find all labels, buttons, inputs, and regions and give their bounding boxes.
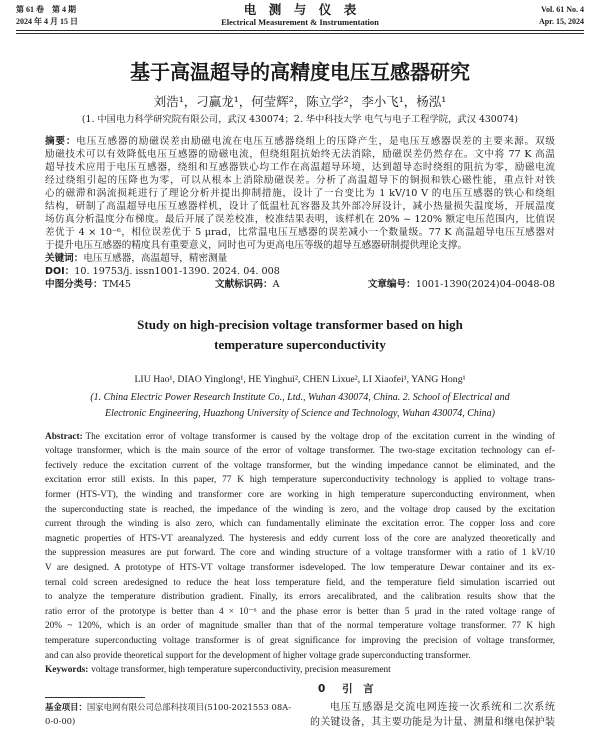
funding-note	[45, 701, 290, 728]
abstract-line-en: current through the winding is also zero, which can fundamentally eliminate the excitation error. The copper loss and core	[45, 519, 555, 530]
keywords-label-en: Keywords:	[45, 665, 89, 676]
keywords-cn	[45, 252, 555, 265]
abstract-line-en: V are designed. A prototype of HTS-VT voltage transformer isdeveloped. The low temperature Dewar container and its ex-	[45, 563, 555, 574]
document-code-value: A	[272, 278, 280, 290]
abstract-line-en: voltage transformer, which is the main source of the error of voltage transformer. The two-stage excitation technology can ef-	[45, 446, 555, 457]
abstract-line: 经过绕组引起的压降也为零，可以从根本上消除励磁误差。分析了高温超导下的铜损和铁心磁性能，重点针对铁	[45, 174, 555, 186]
abstract-cn	[45, 135, 555, 291]
abstract-line-en: the suppression measures are put forward. The core and winding structure of a voltage transformer with a ratio of 1 kV/10	[45, 548, 555, 559]
title-en-line: Study on high-precision voltage transformer based on high	[137, 317, 463, 332]
header-volume-en: Vol. 61 No. 4	[540, 5, 584, 14]
header-right	[539, 4, 584, 28]
affiliation-cn: (1. 中国电力科学研究院有限公司，武汉 430074；2. 华中科技大学 电气与电子工程学院，武汉 430074)	[81, 114, 519, 125]
affiliation-en-line: Electronic Engineering, Huazhong University of Science and Technology, Wuhan 430074, China)	[104, 408, 496, 419]
abstract-label-en: Abstract:	[45, 431, 83, 442]
doi-line	[45, 265, 555, 278]
abstract-label-cn: 摘要：	[45, 135, 77, 147]
header-date-en: Apr. 15, 2024	[538, 17, 584, 26]
document-code	[215, 278, 280, 291]
clc-number	[45, 278, 131, 291]
clc-value: TM45	[102, 278, 131, 290]
section-number: 0	[318, 683, 326, 695]
affiliation-en	[0, 390, 600, 422]
abstract-line-en: excitation error still exists. In this paper, 77 K high temperature superconductivity technology is applied to voltage trans-	[45, 475, 555, 486]
journal-name-en: Electrical Measurement & Instrumentation	[221, 17, 379, 27]
author-list-en: LIU Hao¹, DIAO Yinglong¹, HE Yinghui², CHEN Lixue², LI Xiaofei¹, YANG Hong¹	[134, 374, 466, 385]
journal-name-cn: 电 测 与 仪 表	[243, 2, 357, 17]
keywords-label-cn: 关键词：	[45, 252, 84, 264]
paper-title-cn: 基于高温超导的高精度电压互感器研究	[130, 60, 470, 84]
abstract-line-en: and can also provide theoretical support for the development of higher voltage grade superconducting transformer.	[45, 650, 471, 661]
header-rule	[16, 30, 584, 31]
header-date-cn: 2024 年 4 月 15 日	[16, 17, 78, 26]
author-list-cn: 刘浩¹，刁赢龙¹，何莹辉²，陈立学²，李小飞¹，杨泓¹	[153, 94, 447, 109]
article-number	[368, 278, 555, 291]
intro-paragraph	[310, 700, 555, 730]
header-volume-issue: 第 61 卷 第 4 期	[16, 5, 76, 14]
section-title: 引 言	[342, 683, 374, 695]
abstract-text: 电压互感器的励磁误差由励磁电流在电压互感器绕组上的压降产生，是电压互感器误差的主要来源。双级	[76, 135, 556, 147]
abstract-line-en: to analyze the temperature distribution gradient. Finally, its errors arecalibrated, and the calibration results show that the	[45, 592, 555, 603]
affiliation-en-line: (1. China Electric Power Research Institute Co., Ltd., Wuhan 430074, China. 2. School of Electrical and	[90, 392, 510, 403]
article-number-value: 1001-1390(2024)04-0048-08	[415, 278, 555, 290]
document-code-label: 文献标识码：	[215, 278, 273, 290]
abstract-line-en: 20% ~ 120%, which is an order of magnitude smaller than that of the normal temperature voltage transformer. 77 K high	[45, 621, 555, 632]
abstract-line: 超导技术应用于电压互感器，绕组和互感器铁心均工作在高温超导环境，达到超导态时绕组的阻抗为零，励磁电流	[45, 161, 555, 173]
intro-line: 电压互感器是交流电网连接一次系统和二次系统	[330, 702, 555, 713]
abstract-line	[45, 135, 555, 148]
abstract-line: 于提升电压互感器的精度具有重要意义，同时也可为更高电压等级的超导互感器研制提供理论支撑。	[45, 239, 468, 251]
abstract-en	[45, 430, 555, 678]
abstract-text-en: The excitation error of voltage transformer is caused by the voltage drop of the excitation current in the winding of	[85, 431, 555, 442]
section-heading-intro	[318, 682, 374, 696]
intro-line: 的关键设备，其主要功能是为计量、测量和继电保护装	[310, 717, 555, 728]
funding-label: 基金项目：	[45, 702, 87, 712]
article-number-label: 文章编号：	[367, 278, 416, 290]
abstract-line-en: former (HTS-VT), the winding and transformer core are working in high temperature superconducting environment, when	[45, 490, 555, 501]
abstract-line-en: ternal cold screen aredesigned to reduce the heat loss temperature field, and the temperature field simulation iscarried out	[45, 577, 555, 588]
abstract-line: 场仿真分析温度分布梯度。最后开展了误差校准，校准结果表明，该样机在 20% ~ 120% 额定电压范围内，比值误	[45, 213, 555, 225]
abstract-line-en: magnetic properties of HTS-VT areanalyzed. The hysteresis and eddy current loss of the core are analyzed theoretically and	[45, 533, 555, 544]
abstract-line: 差优于 4 × 10⁻⁶，相位误差优于 5 μrad，比常温电压互感器的误差减小一个数量级。77 K 高温超导电压互感器对	[45, 226, 555, 238]
abstract-line: 励磁技术可以有效降低电压互感器的励磁电流，但绕组阻抗始终无法消除，励磁误差仍然存在。文中将 77 K 高温	[45, 148, 555, 160]
keywords-text-cn: 电压互感器，高温超导，精密测量	[83, 252, 228, 264]
abstract-line: 结构，研制了高温超导电压互感器样机，设计了低温杜瓦容器及其外部冷屏设计，减小热量损失温度场，开展温度	[45, 200, 555, 212]
abstract-line-en: temperature superconducting voltage transformer is of great significance for improving the precision of voltage transformer,	[45, 636, 555, 646]
funding-line	[45, 701, 290, 715]
abstract-line-en: the superconducting state is reached, the impedance of the winding is zero, and the voltage drop caused by the excitation	[45, 504, 555, 515]
doi-text: 10. 19753/j. issn1001-1390. 2024. 04. 008	[74, 265, 280, 277]
abstract-line-en: fectively reduce the excitation current of the voltage transformer, but the winding impedance cannot be eliminated, and the	[45, 460, 555, 471]
funding-text: 国家电网有限公司总部科技项目(5100-2021553 08A-	[86, 702, 292, 712]
header-rule-thin	[16, 33, 584, 34]
clc-label: 中图分类号：	[45, 278, 103, 290]
keywords-text-en: voltage transformer, high temperature superconductivity, precision measurement	[91, 665, 391, 676]
abstract-line-en	[45, 430, 555, 445]
paper-title-en	[0, 315, 600, 355]
keywords-en	[45, 663, 555, 678]
doi-label: DOI：	[45, 265, 75, 277]
abstract-line-en: ratio error of the prototype is better than 4 × 10⁻⁶ and the phase error is better than 5 μrad in the rated voltage range of	[45, 606, 555, 617]
journal-masthead	[0, 2, 600, 28]
classification-line	[45, 278, 555, 291]
funding-line: 0-0-00)	[45, 715, 76, 726]
abstract-line: 心的磁滞和涡流损耗进行了理论分析并提出抑制措施，设计了一台变比为 1 kV/10 V 的电压互感器的铁心和绕组	[45, 187, 555, 199]
footnote-rule	[45, 697, 145, 698]
title-en-line: temperature superconductivity	[214, 337, 386, 352]
